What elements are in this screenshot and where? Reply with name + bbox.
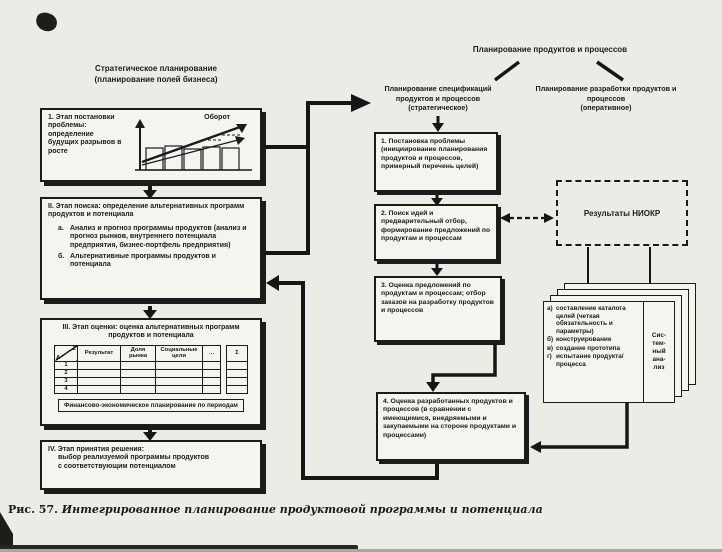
turnover-chart xyxy=(126,114,256,176)
figure-caption xyxy=(8,503,543,516)
strategic-planning-title: Стратегическое планирование xyxy=(95,64,217,73)
table-row xyxy=(55,369,221,377)
sum-column-table xyxy=(226,345,248,394)
list-item-marker: а. xyxy=(58,224,64,232)
development-stages-stack xyxy=(543,283,698,405)
stack-item-list xyxy=(544,302,643,402)
stack-front-page xyxy=(543,301,675,403)
stack-item-text: испытание продукта/процесса xyxy=(556,353,624,368)
turnover-label: Оборот xyxy=(204,114,230,121)
column-header: Результат xyxy=(78,345,121,361)
sum-header: Σ xyxy=(227,345,248,361)
turnover-chart-svg xyxy=(126,114,256,176)
side-line: ный xyxy=(652,348,666,355)
list-item xyxy=(58,253,254,270)
list-item-marker: б. xyxy=(58,252,65,260)
table-row xyxy=(55,385,221,393)
list-item-text: Альтернативные программы продуктов и потенциала xyxy=(70,252,216,269)
step-3-box: 3. Оценка предложений по продуктам и процессам; отбор заказов на разработку продуктов и процессов xyxy=(374,276,502,342)
strategic-planning-header xyxy=(58,64,254,86)
stage-1-text: 1. Этап постановки проблемы: определение будущих разрывов в росте xyxy=(48,114,122,155)
column-header: Доля рынка xyxy=(121,345,156,361)
row-label: 3 xyxy=(55,377,78,385)
corner-alternatives: A xyxy=(56,354,61,361)
stage-3-evaluation-box xyxy=(40,318,262,426)
side-line: Сис- xyxy=(651,332,667,339)
stage-2-title: II. Этап поиска: определение альтернативных программ продуктов и потенциала xyxy=(48,203,245,219)
stack-item xyxy=(547,345,641,353)
table-row xyxy=(55,361,221,369)
dev-planning-note: (оперативное) xyxy=(580,103,632,113)
stack-item xyxy=(547,353,641,368)
row-label: 1 xyxy=(55,361,78,369)
stage-4-decision-box xyxy=(40,440,262,490)
system-analysis-label xyxy=(643,302,674,402)
step-1-box: 1. Постановка проблемы (инициирование планирования продуктов и процессов, примерный перечень целей) xyxy=(374,132,498,192)
figure-title: Интегрированное планирование продуктовой программы и потенциала xyxy=(61,503,543,516)
niokr-results-box: Результаты НИОКР xyxy=(556,180,688,246)
table-row xyxy=(55,377,221,385)
stack-item xyxy=(547,305,641,335)
table-corner-cell xyxy=(55,345,78,361)
stack-item-text: составление каталога целей (четкая обязательность и параметры) xyxy=(556,305,626,335)
product-process-planning-header: Планирование продуктов и процессов xyxy=(472,45,628,54)
stack-item xyxy=(547,336,641,344)
figure-number: Рис. 57. xyxy=(8,503,58,516)
stack-item-text: конструирование xyxy=(556,336,612,344)
stack-item-marker: б) xyxy=(547,336,554,344)
row-label: 4 xyxy=(55,385,78,393)
corner-criteria: Z xyxy=(72,345,76,352)
strategic-planning-subtitle: (планирование полей бизнеса) xyxy=(94,74,218,84)
list-item xyxy=(58,225,254,250)
spec-planning-subheader xyxy=(370,84,506,113)
stage-4-line3: с соответствующим потенциалом xyxy=(58,462,176,470)
column-header: Социальные цели xyxy=(156,345,203,361)
stack-item-marker: г) xyxy=(547,353,552,361)
financial-planning-box: Финансово-экономическое планирование по периодам xyxy=(58,399,244,413)
side-line: тем- xyxy=(652,340,666,347)
step-2-box: 2. Поиск идей и предварительный отбор, формирование предложений по продуктам и процессам xyxy=(374,204,498,261)
stage-1-problem-box xyxy=(40,108,262,182)
stack-item-marker: в) xyxy=(547,344,554,352)
stage-2-search-box xyxy=(40,197,262,300)
step-4-box: 4. Оценка разработанных продуктов и процессов (в сравнении с имеющимися, внедряемыми и закупаемыми на стороне продуктами и процессами) xyxy=(376,392,526,461)
side-line: лиз xyxy=(653,364,665,371)
spec-planning-note: (стратегическое) xyxy=(408,103,468,113)
spec-planning-title: Планирование спецификаций продуктов и процессов xyxy=(384,84,492,103)
stage-4-line1: IV. Этап принятия решения: xyxy=(48,446,145,453)
list-item-text: Анализ и прогноз программы продуктов (анализ и прогноз рынков, внутреннего потенциала предприятия, бизнес-портфель предприятия) xyxy=(70,224,247,249)
evaluation-table xyxy=(54,345,221,394)
stage-4-line2: выбор реализуемой программы продуктов xyxy=(58,454,210,462)
stack-item-text: создание прототипа xyxy=(556,344,621,352)
dev-planning-title: Планирование разработки продуктов и процессов xyxy=(535,84,677,103)
stack-item-marker: а) xyxy=(547,305,553,312)
stage-2-list xyxy=(48,225,254,270)
side-line: ана- xyxy=(652,356,666,363)
stage-3-title: III. Этап оценки: оценка альтернативных программ продуктов и потенциала xyxy=(62,324,240,340)
dev-planning-subheader xyxy=(530,84,682,113)
evaluation-table-row xyxy=(48,345,254,394)
column-header: … xyxy=(203,345,221,361)
row-label: 2 xyxy=(55,369,78,377)
